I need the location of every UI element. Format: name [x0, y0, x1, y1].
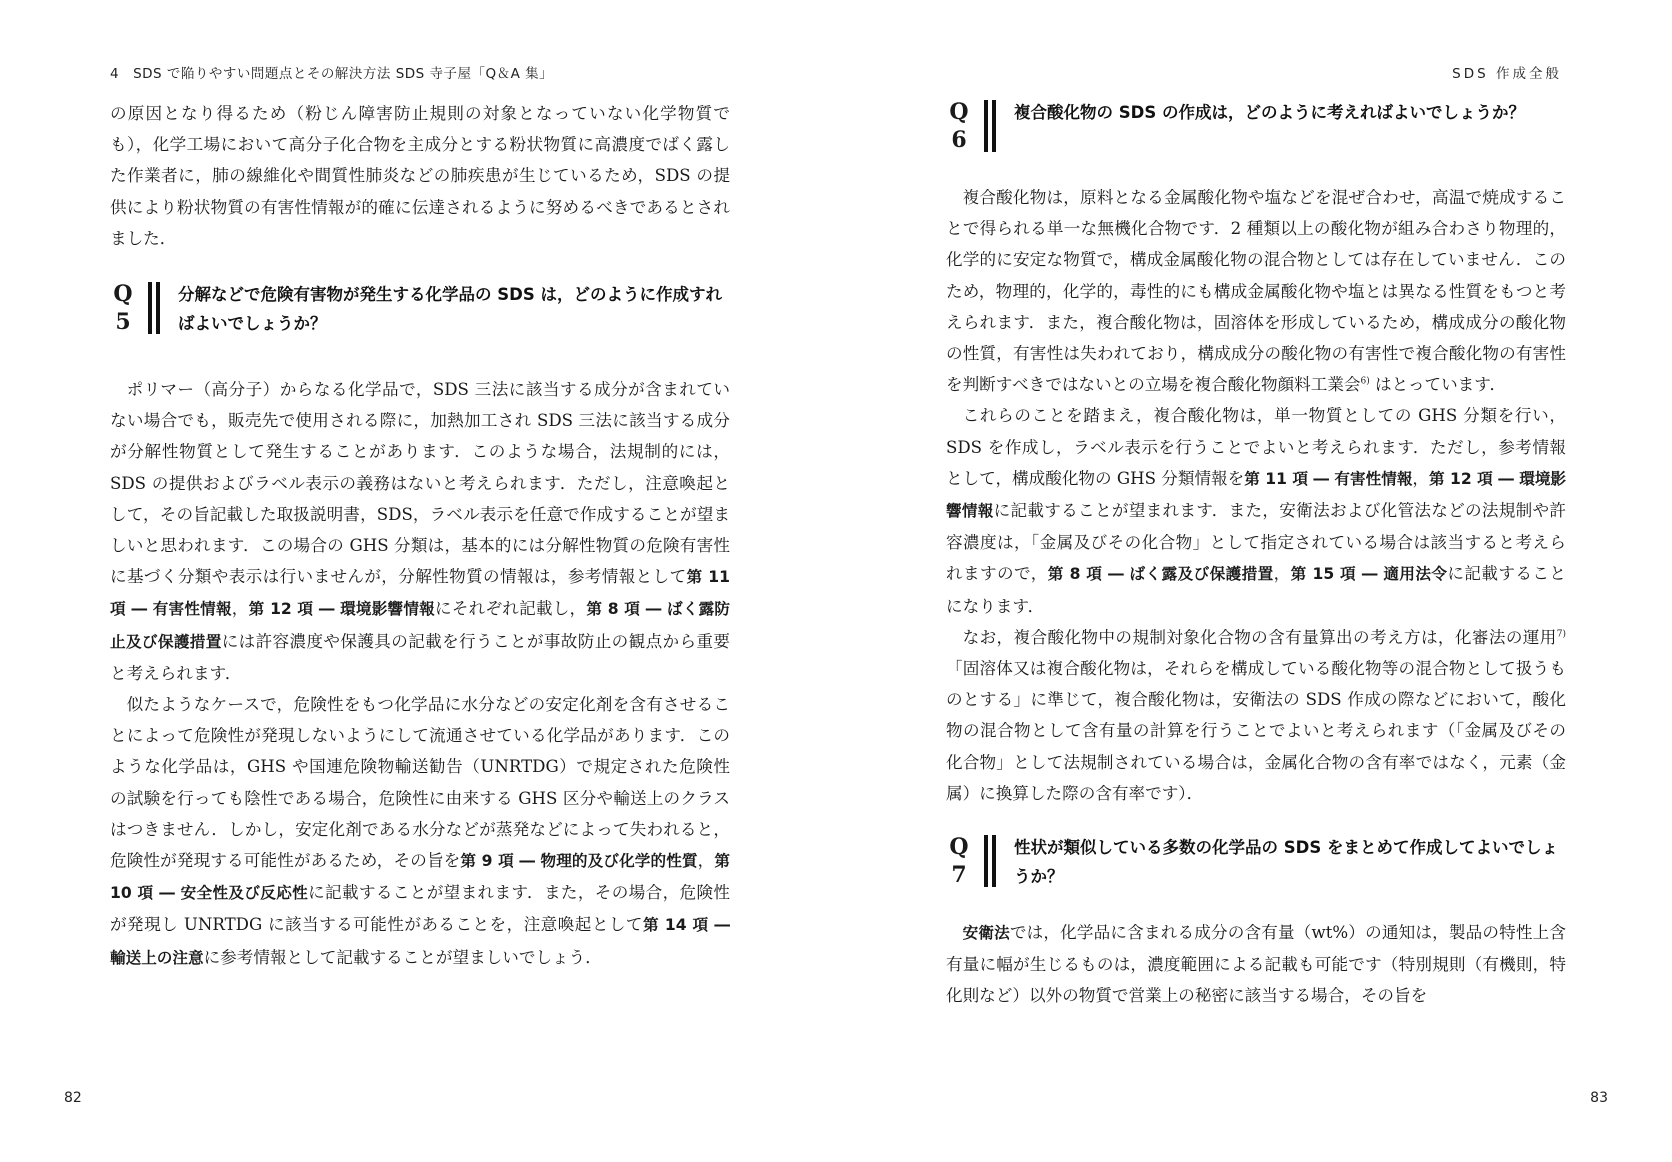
running-head-right: SDS 作成全般 [1452, 66, 1562, 82]
question-5-heading [110, 280, 730, 340]
right-page [836, 0, 1672, 1162]
q6-double-bar-icon [984, 100, 996, 152]
answer-6-paragraph-3: なお，複合酸化物中の規制対象化合物の含有量算出の考え方は，化審法の運用$^{7)}$「固溶体又は複合酸化物は，それらを構成している酸化物等の混合物として扱うものとする」に準じて，複合酸化物は，安衛法の SDS 作成の際などにおいて，酸化物の混合物として含有量の計算を行うことでよいと考えられます（「金属及びその化合物」として法規制されている場合は，金属化合物の含有率ではなく，元素（金属）に換算した際の含有率です）． [946, 627, 1566, 803]
answer-6-paragraph-2: これらのことを踏まえ，複合酸化物は，単一物質としての GHS 分類を行い，SDS を作成し，ラベル表示を行うことでよいと考えられます．ただし，参考情報として，構成酸化物の GHS 分類情報を第 11 項 ― 有害性情報，第 12 項 ― 環境影響情報に記載することが望まれます．また，安衛法および化管法などの法規制や許容濃度は，「金属及びその化合物」として指定されている場合は該当すると考えられますので，第 8 項 ― ばく露及び保護措置，第 15 項 ― 適用法令に記載することになります． [946, 406, 1567, 616]
q6-title: 複合酸化物の SDS の作成は，どのように考えればよいでしょうか？ [1014, 103, 1525, 122]
answer-5-paragraph-2: 似たようなケースで，危険性をもつ化学品に水分などの安定化剤を含有させることによって危険性が発現しないようにして流通させている化学品があります．このような化学品は，GHS や国連危険物輸送勧告（UNRTDG）で規定された危険性の試験を行っても陰性である場合，危険性に由来する GHS 区分や輸送上のクラスはつきません．しかし，安定化剤である水分などが蒸発などによって失われると，危険性が発現する可能性があるため，その旨を第 9 項 ― 物理的及び化学的性質，第 10 項 ― 安全性及び反応性に記載することが望まれます．また，その場合，危険性が発現し UNRTDG に該当する可能性があることを，注意喚起として第 14 項 ― 輸送上の注意に参考情報として記載することが望ましいでしょう． [110, 695, 730, 967]
answer-5-paragraph-1: ポリマー（高分子）からなる化学品で，SDS 三法に該当する成分が含まれていない場合でも，販売先で使用される際に，加熱加工され SDS 三法に該当する成分が分解性物質として発生することがあります．このような場合，法規制的には，SDS の提供およびラベル表示の義務はないと考えられます．ただし，注意喚起として，その旨記載した取扱説明書，SDS，ラベル表示を任意で作成することが望ましいと思われます．この場合の GHS 分類は，基本的には分解性物質の危険有害性に基づく分類や表示は行いませんが，分解性物質の情報は，参考情報として第 11 項 ― 有害性情報，第 12 項 ― 環境影響情報にそれぞれ記載し，第 8 項 ― ばく露防止及び保護措置には許容濃度や保護具の記載を行うことが事故防止の観点から重要と考えられます． [110, 380, 731, 683]
q7-title: 性状が類似している多数の化学品の SDS をまとめて作成してよいでしょうか？ [1014, 838, 1558, 887]
q5-title: 分解などで危険有害物が発生する化学品の SDS は，どのように作成すればよいでしょうか？ [178, 285, 722, 334]
q5-marker: Q 5 [113, 281, 133, 336]
question-6-heading [946, 98, 1566, 158]
q6-marker: Q 6 [949, 99, 969, 153]
page-number-right: 83 [1590, 1090, 1608, 1106]
q7-marker: Q 7 [949, 834, 969, 889]
intro-paragraph: の原因となり得るため（粉じん障害防止規則の対象となっていない化学物質でも），化学工場において高分子化合物を主成分とする粉状物質に高濃度でばく露した作業者に，肺の線維化や間質性肺炎などの肺疾患が生じているため，SDS の提供により粉状物質の有害性情報が的確に伝達されるように努めるべきであるとされました． [110, 104, 730, 248]
right-text-column [946, 98, 1566, 1012]
left-text-column [110, 98, 730, 974]
q5-double-bar-icon [148, 282, 160, 334]
q7-double-bar-icon [984, 835, 996, 887]
answer-6-paragraph-1: 複合酸化物は，原料となる金属酸化物や塩などを混ぜ合わせ，高温で焼成することで得られる単一な無機化合物です．2 種類以上の酸化物が組み合わさり物理的，化学的に安定な物質で，構成金属酸化物の混合物としては存在していません．このため，物理的，化学的，毒性的にも構成金属酸化物や塩とは異なる性質をもつと考えられます．また，複合酸化物は，固溶体を形成しているため，構成成分の酸化物の性質，有害性は失われており，構成成分の酸化物の有害性で複合酸化物の有害性を判断すべきではないとの立場を複合酸化物顔料工業会$^{6)}$ はとっています． [946, 188, 1566, 395]
question-7-heading [946, 833, 1566, 893]
page-number-left: 82 [64, 1090, 82, 1106]
answer-7-paragraph-1: 安衛法では，化学品に含まれる成分の含有量（wt%）の通知は，製品の特性上含有量に幅が生じるものは，濃度範囲による記載も可能です（特別規則（有機則，特化則など）以外の物質で営業上の秘密に該当する場合，その旨を [946, 923, 1566, 1006]
running-head-left: 4 SDS で陥りやすい問題点とその解決方法 SDS 寺子屋「Q＆A 集」 [110, 66, 554, 82]
